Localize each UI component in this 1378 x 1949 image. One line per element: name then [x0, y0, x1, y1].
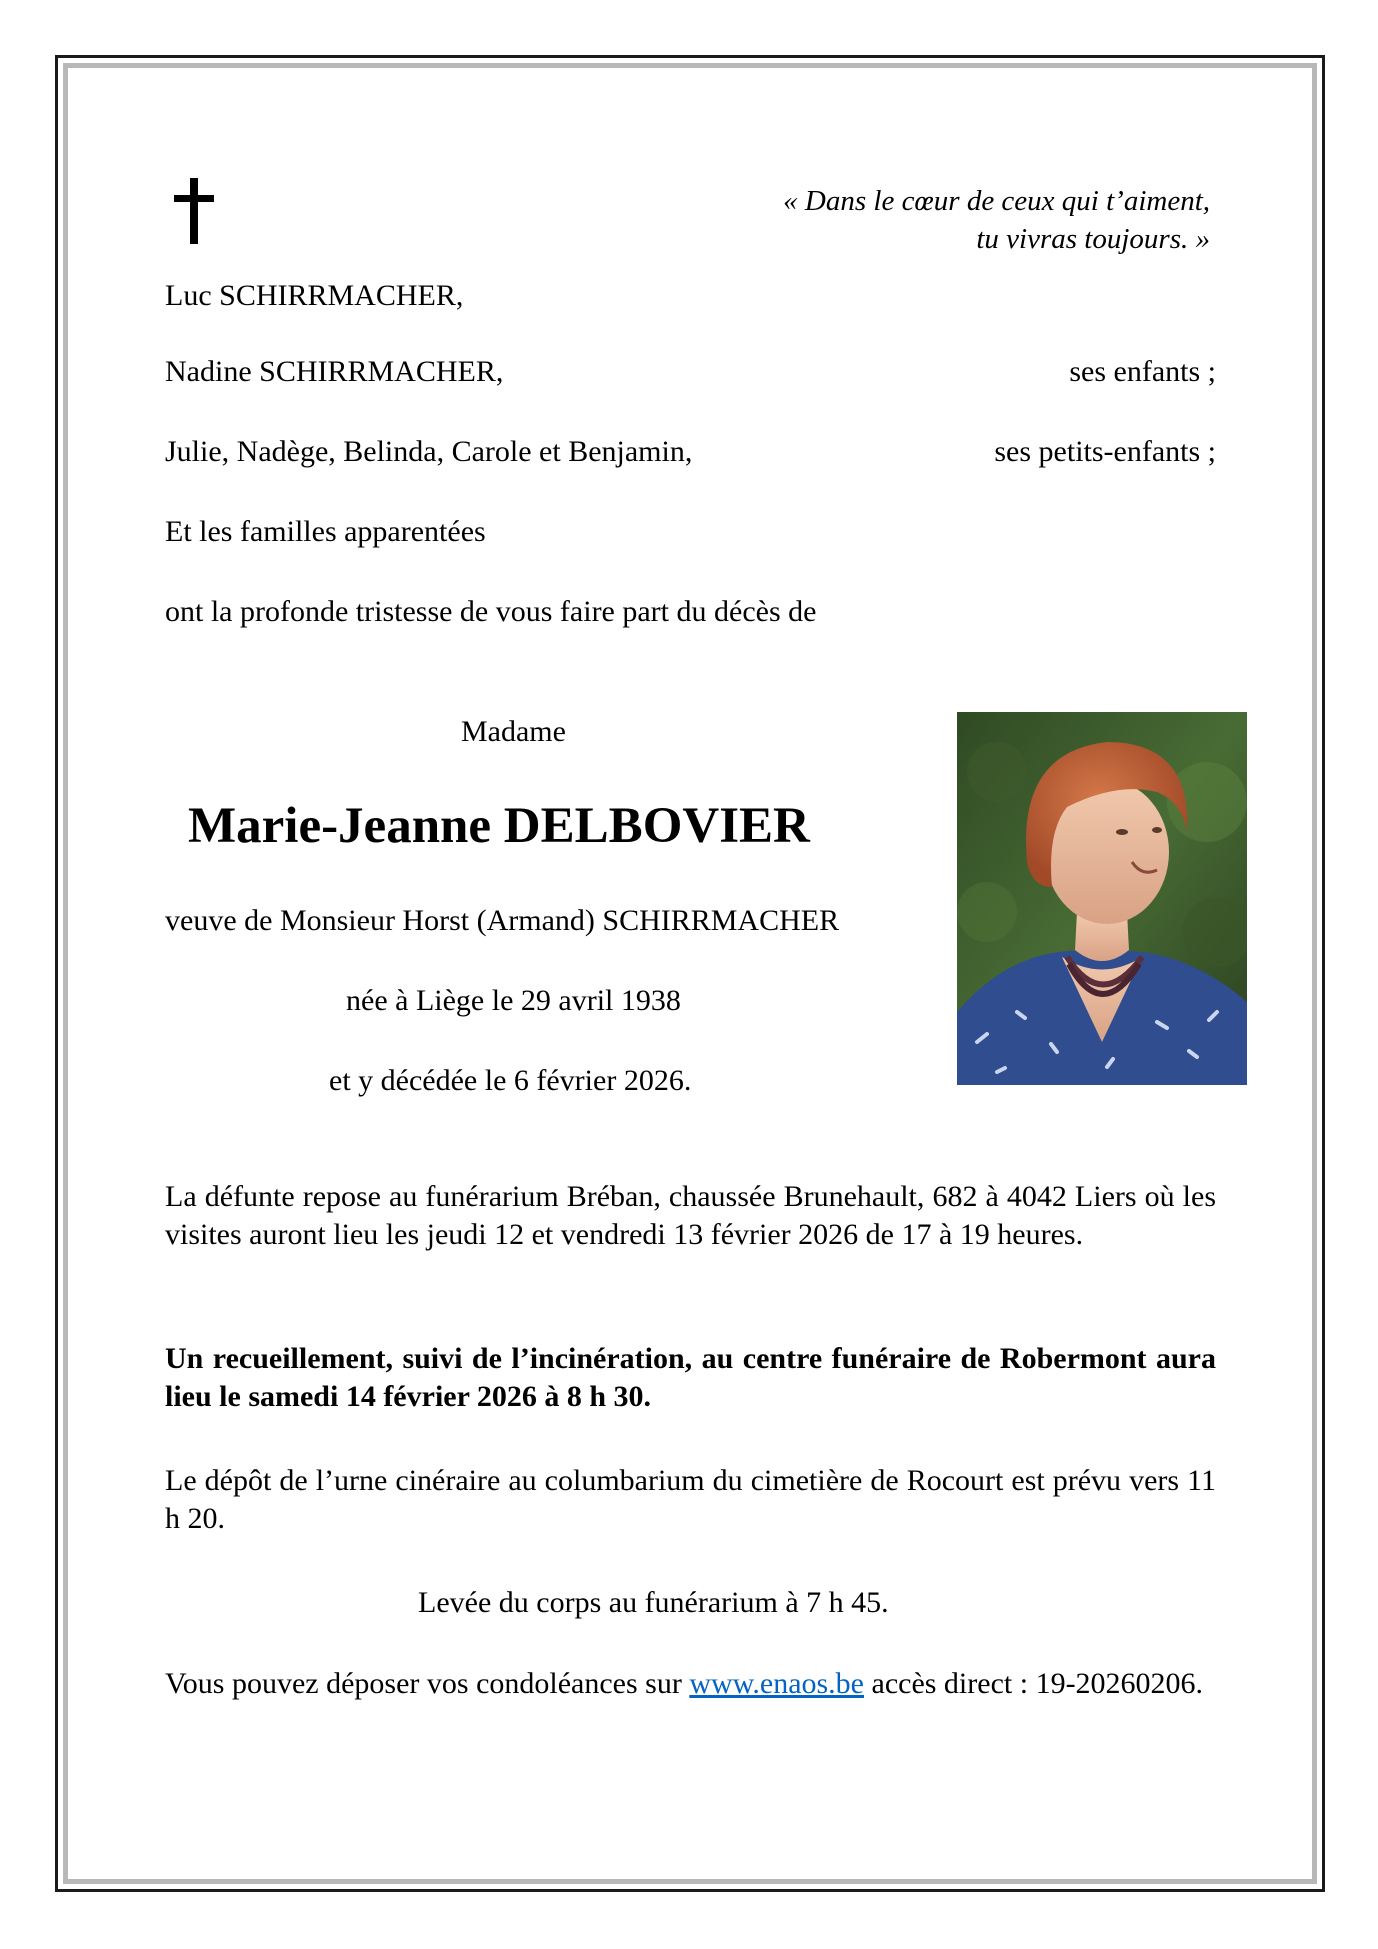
grandchildren-label: ses petits-enfants ;	[994, 435, 1216, 468]
urn-paragraph: Le dépôt de l’urne cinéraire au columbarium du cimetière de Rocourt est prévu vers 11 h 20.	[165, 1464, 1216, 1535]
birth-line: née à Liège le 29 avril 1938	[346, 984, 681, 1017]
portrait-photo	[957, 712, 1247, 1085]
child-name-2: Nadine SCHIRRMACHER,	[165, 355, 504, 388]
children-label: ses enfants ;	[1069, 355, 1216, 388]
deceased-name: Marie-Jeanne DELBOVIER	[188, 798, 810, 854]
quote-line-2: tu vivras toujours. »	[976, 223, 1210, 255]
widow-of-line: veuve de Monsieur Horst (Armand) SCHIRRMACHER	[165, 904, 840, 937]
announcement-line: ont la profonde tristesse de vous faire part du décès de	[165, 595, 817, 628]
levee-line: Levée du corps au funérarium à 7 h 45.	[418, 1586, 889, 1619]
cross-icon	[170, 178, 218, 244]
deceased-title: Madame	[461, 715, 566, 748]
visitation-paragraph: La défunte repose au funérarium Bréban, chaussée Brunehault, 682 à 4042 Liers où les visites auront lieu les jeudi 12 et vendredi 13 février 2026 de 17 à 19 heures.	[165, 1180, 1216, 1251]
condolences-paragraph	[165, 1665, 1216, 1703]
grandchildren-names: Julie, Nadège, Belinda, Carole et Benjamin,	[165, 435, 693, 468]
ceremony-paragraph: Un recueillement, suivi de l’incinération, au centre funéraire de Robermont aura lieu le samedi 14 février 2026 à 8 h 30.	[165, 1342, 1216, 1413]
quote-line-1: « Dans le cœur de ceux qui t’aiment,	[783, 185, 1210, 217]
condolences-prefix: Vous pouvez déposer vos condoléances sur	[165, 1667, 682, 1700]
child-name-1: Luc SCHIRRMACHER,	[165, 279, 464, 312]
enaos-link[interactable]: www.enaos.be	[689, 1667, 864, 1700]
epigraph-quote	[783, 182, 1210, 258]
relatives-line: Et les familles apparentées	[165, 515, 486, 548]
death-line: et y décédée le 6 février 2026.	[329, 1064, 692, 1097]
condolences-suffix: accès direct : 19-20260206.	[871, 1667, 1204, 1700]
